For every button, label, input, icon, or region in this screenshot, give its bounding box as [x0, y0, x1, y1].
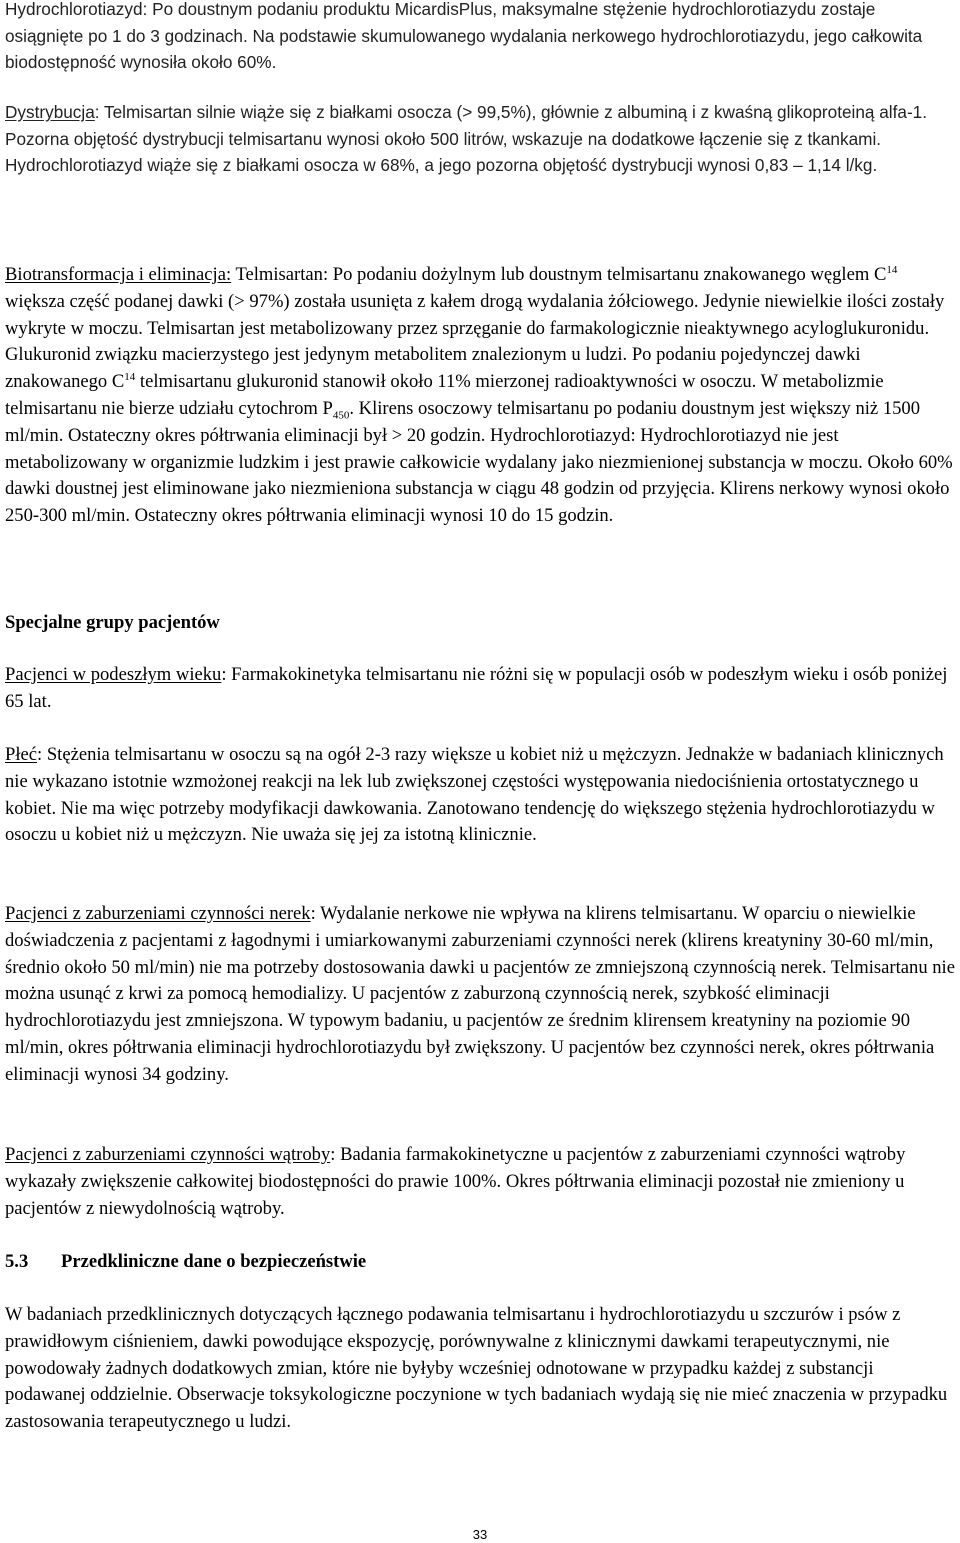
preclinical-text: W badaniach przedklinicznych dotyczących łącznego podawania telmisartanu i hydrochlorotiazydu u szczurów i psów z prawidłowym ciśnieniem, dawki powodujące ekspozycję, porównywalne z klinicznymi dawkami terapeutycznymi, nie powodowały żadnych dodatkowych zmian, które nie byłyby wcześniej odnotowane w przypadku każdej z substancji podawanej oddzielnie. Obserwacje toksykologiczne poczynione w tych badaniach wydają się nie mieć znaczenia w przypadku zastosowania terapeutycznego u ludzi.	[5, 1304, 948, 1433]
paragraph-preclinical	[5, 1302, 955, 1436]
renal-label: Pacjenci z zaburzeniami czynności nerek	[5, 903, 311, 924]
page-number: 33	[472, 1527, 488, 1542]
elderly-text: : Farmakokinetyka telmisartanu nie różni się w populacji osób w podeszłym wieku i osób poniżej 65 lat.	[5, 664, 948, 712]
cytochrome-subscript: 450	[332, 409, 350, 422]
sex-text: : Stężenia telmisartanu w osoczu są na ogół 2-3 razy większe u kobiet niż u mężczyzn. Jednakże w badaniach klinicznych nie wykazano istotnie wzmożonej reakcji na lek lub zwiększonej częstości występowania niedociśnienia ortostatycznego u kobiet. Nie ma więc potrzeby modyfikacji dawkowania. Zanotowano tendencję do większego stężenia hydrochlorotiazydu w osoczu u kobiet niż u mężczyzn. Nie uważa się jej za istotną klinicznie.	[5, 744, 944, 846]
biotransformation-text-2: większa część podanej dawki (> 97%) została usunięta z kałem drogą wydalania żółciowego. Jedynie niewielkie ilości zostały wykryte w moczu. Telmisartan jest metabolizowany przez sprzęganie do farmakologicznie nieaktywnego acyloglukuronidu. Glukuronid związku macierzystego jest jedynym metabolitem znalezionym u ludzi. Po podaniu pojedynczej dawki znakowanego C	[5, 290, 945, 393]
isotope-superscript: 14	[124, 371, 136, 383]
biotransformation-text-3: telmisartanu glukuronid stanowił około 11% mierzonej radioaktywności w osoczu. W metabolizmie telmisartanu nie bierze udziału cytochrom P	[5, 371, 884, 419]
paragraph-renal	[5, 901, 955, 1089]
renal-text: : Wydalanie nerkowe nie wpływa na klirens telmisartanu. W oparciu o niewielkie doświadczenia z pacjentami z łagodnymi i umiarkowanymi zaburzeniami czynności nerek (klirens kreatyniny 30-60 ml/min, średnio około 50 ml/min) nie ma potrzeby dostosowania dawki u pacjentów ze zmniejszoną czynnością nerek. Telmisartanu nie można usunąć z krwi za pomocą hemodializy. U pacjentów z zaburzoną czynnością nerek, szybkość eliminacji hydrochlorotiazydu jest zmniejszona. W typowym badaniu, u pacjentów ze średnim klirensem kreatyniny na poziomie 90 ml/min, okres półtrwania eliminacji hydrochlorotiazydu był zwiększony. U pacjentów bez czynności nerek, okres półtrwania eliminacji wynosi 34 godziny.	[5, 903, 955, 1085]
section-title: Przedkliniczne dane o bezpieczeństwie	[61, 1251, 367, 1272]
hepatic-label: Pacjenci z zaburzeniami czynności wątroby	[5, 1144, 331, 1165]
hydro-absorption-text: Hydrochlorotiazyd: Po doustnym podaniu produktu MicardisPlus, maksymalne stężenie hydrochlorotiazydu zostaje osiągnięte po 1 do 3 godzinach. Na podstawie skumulowanego wydalania nerkowego hydrochlorotiazydu, jego całkowita biodostępność wynosiła około 60%.	[5, 0, 923, 73]
distribution-text: : Telmisartan silnie wiąże się z białkami osocza (> 99,5%), głównie z albuminą i z kwaśną glikoproteiną alfa-1. Pozorna objętość dystrybucji telmisartanu wynosi około 500 litrów, wskazuje na dodatkowe łączenie się z tkankami.	[5, 102, 928, 149]
paragraph-biotransformation	[5, 262, 955, 530]
elderly-label: Pacjenci w podeszłym wieku	[5, 664, 222, 685]
biotransformation-text-1: Telmisartan: Po podaniu dożylnym lub doustnym telmisartanu znakowanego węglem C	[231, 264, 887, 285]
distribution-label: Dystrybucja	[5, 102, 95, 122]
section-number: 5.3	[5, 1251, 29, 1272]
paragraph-hydrochlorothiazide-absorption	[5, 0, 955, 76]
isotope-superscript: 14	[886, 263, 898, 276]
special-groups-heading: Specjalne grupy pacjentów	[5, 612, 220, 633]
sex-label: Płeć	[5, 744, 38, 765]
paragraph-hepatic	[5, 1142, 955, 1222]
paragraph-elderly	[5, 662, 955, 716]
hepatic-text: : Badania farmakokinetyczne u pacjentów z zaburzeniami czynności wątroby wykazały zwiększenie całkowitej biodostępności do prawie 100%. Okres półtrwania eliminacji pozostał nie zmieniony u pacjentów z niewydolnością wątroby.	[5, 1144, 906, 1219]
section-5-3-heading	[5, 1251, 366, 1273]
distribution-hydro-text: Hydrochlorotiazyd wiąże się z białkami osocza w 68%, a jego pozorna objętość dystrybucji wynosi 0,83 – 1,14 l/kg.	[5, 155, 878, 176]
biotransformation-text-4: . Klirens osoczowy telmisartanu po podaniu doustnym jest większy niż 1500 ml/min. Ostateczny okres półtrwania eliminacji był > 20 godzin. Hydrochlorotiazyd: Hydrochlorotiazyd nie jest metabolizowany w organizmie ludzkim i jest prawie całkowicie wydalany jako niezmienionej substancja w moczu. Około 60% dawki doustnej jest eliminowane jako niezmieniona substancja w ciągu 48 godzin od przyjęcia. Klirens nerkowy wynosi około 250-300 ml/min. Ostateczny okres półtrwania eliminacji wynosi 10 do 15 godzin.	[5, 397, 953, 527]
biotransformation-label: Biotransformacja i eliminacja:	[5, 264, 232, 285]
paragraph-sex	[5, 742, 955, 849]
paragraph-distribution	[5, 99, 955, 179]
